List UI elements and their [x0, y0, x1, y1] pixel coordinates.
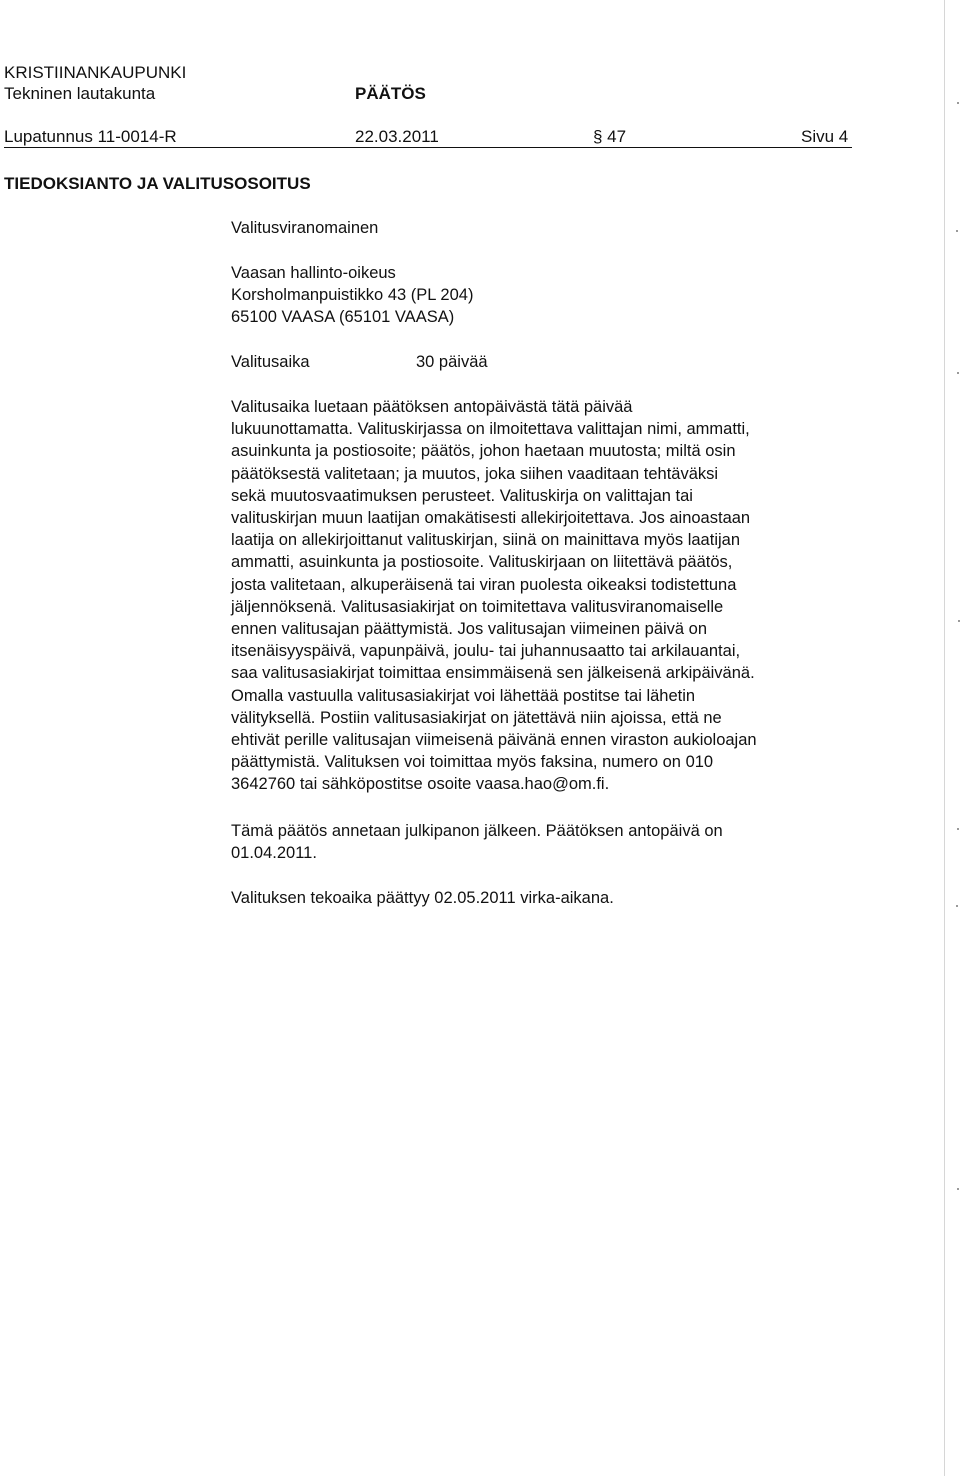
appeal-deadline: Valituksen tekoaika päättyy 02.05.2011 virka-aikana.: [231, 889, 614, 907]
scan-speck: [956, 905, 958, 907]
instruction-line: ammatti, asuinkunta ja postiosoite. Valituskirjaan on liitettävä päätös,: [231, 553, 733, 572]
instruction-line: valituskirjan muun laatijan omakätisesti allekirjoitettava. Jos ainoastaan: [231, 509, 751, 528]
publication-line: 01.04.2011.: [231, 844, 317, 863]
page-number: Sivu 4: [801, 127, 849, 146]
instruction-line: ehtivät perille valitusajan viimeisenä päivänä ennen viraston aukioloajan: [231, 731, 757, 750]
decision-date: 22.03.2011: [355, 127, 439, 146]
instruction-line: päättymistä. Valituksen voi toimittaa myös faksina, numero on 010: [231, 753, 714, 772]
publication-paragraph: [231, 820, 871, 864]
header-reference-row: [4, 127, 852, 148]
instruction-line: 3642760 tai sähköpostitse osoite vaasa.hao@om.fi.: [231, 775, 610, 794]
publication-line: Tämä päätös annetaan julkipanon jälkeen. Päätöksen antopäivä on: [231, 822, 723, 840]
instruction-line: laatija on allekirjoittanut valituskirjan, siinä on mainittava myös laatijan: [231, 531, 741, 550]
section-number: § 47: [593, 127, 627, 146]
instruction-line: lukuunottamatta. Valituskirjassa on ilmoitettava valittajan nimi, ammatti,: [231, 420, 750, 439]
notice-title: TIEDOKSIANTO JA VALITUSOSOITUS: [4, 174, 311, 193]
authority-label: Valitusviranomainen: [231, 219, 379, 237]
instruction-line: välityksellä. Postiin valitusasiakirjat on jätettävä niin ajoissa, että ne: [231, 708, 722, 727]
instruction-line: saa valitusasiakirjat toimittaa ensimmäisenä sen jälkeisenä arkipäivänä.: [231, 664, 755, 683]
authority-address: Korsholmanpuistikko 43 (PL 204): [231, 286, 474, 304]
scan-speck: [957, 828, 959, 830]
instruction-line: itsenäisyyspäivä, vapunpäivä, joulu- tai juhannusaatto tai arkilauantai,: [231, 642, 741, 661]
instruction-line: Omalla vastuulla valitusasiakirjat voi lähettää postitse tai lähetin: [231, 686, 696, 705]
instruction-line: jäljennöksenä. Valitusasiakirjat on toimitettava valitusviranomaiselle: [231, 597, 724, 616]
document-type: PÄÄTÖS: [355, 84, 426, 103]
appeal-period-label: Valitusaika: [231, 353, 310, 371]
authority-postal: 65100 VAASA (65101 VAASA): [231, 308, 455, 326]
scan-speck: [957, 1188, 959, 1190]
instruction-line: Valitusaika luetaan päätöksen antopäivästä tätä päivää: [231, 398, 633, 416]
scan-edge-line: [944, 0, 945, 1476]
scan-speck: [957, 102, 959, 104]
authority-name: Vaasan hallinto-oikeus: [231, 264, 396, 282]
scan-speck: [957, 372, 959, 374]
instruction-line: ennen valitusajan päättymistä. Jos valitusajan viimeinen päivä on: [231, 620, 708, 639]
instruction-line: päätöksestä valitetaan; ja muutos, joka siihen vaaditaan tehtäväksi: [231, 464, 719, 483]
scan-speck: [956, 230, 958, 232]
instruction-line: josta valitetaan, alkuperäisenä tai viran puolesta oikeaksi todistettuna: [231, 575, 737, 594]
permit-number: Lupatunnus 11-0014-R: [4, 127, 177, 146]
appeal-instructions: [231, 396, 871, 796]
municipality-name: KRISTIINANKAUPUNKI: [4, 63, 187, 82]
instruction-line: asuinkunta ja postiosoite; päätös, johon haetaan muutosta; miltä osin: [231, 442, 736, 461]
appeal-period-value: 30 päivää: [416, 353, 488, 371]
instruction-line: sekä muutosvaatimuksen perusteet. Valituskirja on valittajan tai: [231, 486, 693, 505]
committee-name: Tekninen lautakunta: [4, 84, 156, 103]
